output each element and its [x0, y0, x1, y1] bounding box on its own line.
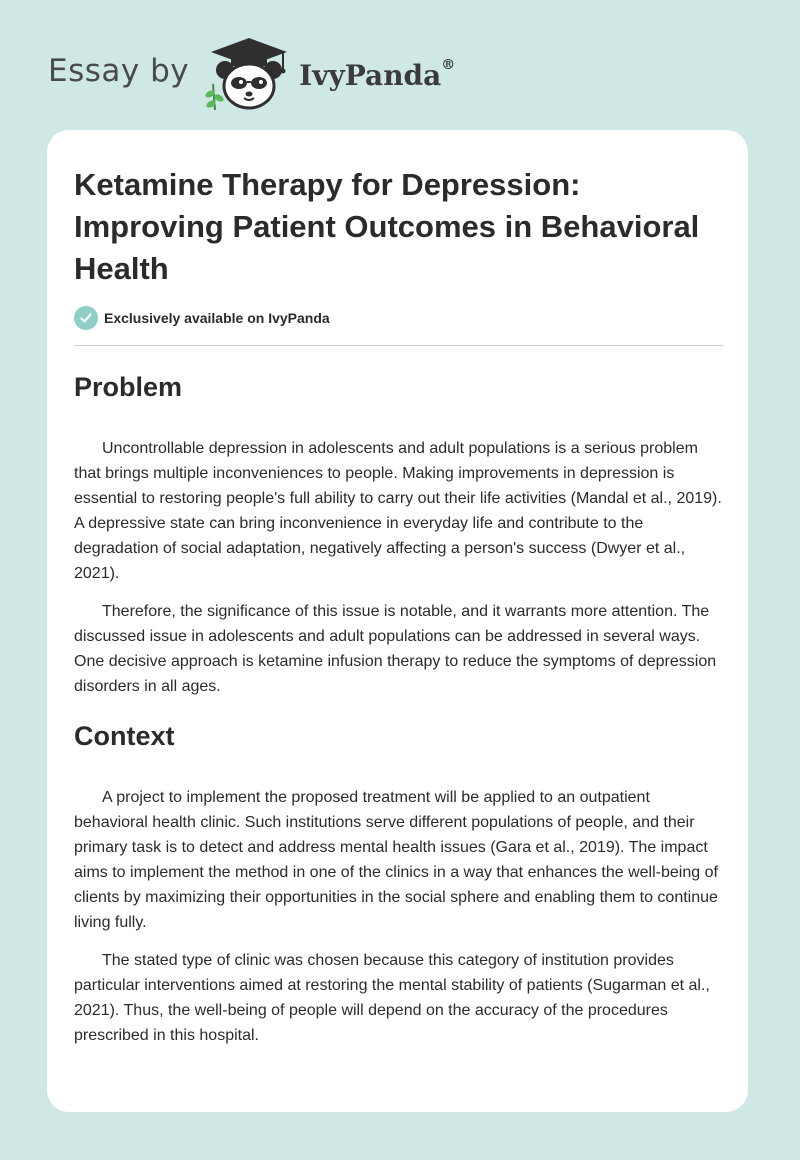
exclusive-badge — [74, 306, 330, 330]
site-header — [48, 36, 455, 112]
paragraph: Uncontrollable depression in adolescents and adult populations is a serious problem that brings multiple inconveniences to people. Making improvements in depression is essential to restoring people's full ability to carry out their life activities (Mandal et al., 2019). A depressive state can bring inconvenience in everyday life and contribute to the degradation of social adaptation, negatively affecting a person's success (Dwyer et al., 2021). — [74, 440, 722, 582]
essay-by-label: Essay by — [48, 53, 190, 89]
paragraph: Therefore, the significance of this issue is notable, and it warrants more attention. The discussed issue in adolescents and adult populations can be addressed in several ways. One decisive approach is ketamine infusion therapy to reduce the symptoms of depression disorders in all ages. — [74, 603, 717, 695]
section-heading-context: Context — [74, 721, 175, 751]
paragraph: A project to implement the proposed treatment will be applied to an outpatient behavioral health clinic. Such institutions serve different populations of people, and their primary task is to detect and address mental health issues (Gara et al., 2019). The impact aims to implement the method in one of the clinics in a way that enhances the well-being of clients by maximizing their opportunities in the social sphere and enabling them to continue living fully. — [74, 789, 718, 931]
brand-name[interactable]: IvyPanda® — [299, 56, 456, 92]
check-circle-icon — [74, 306, 98, 330]
section-heading-problem: Problem — [74, 372, 183, 402]
divider — [74, 345, 723, 346]
essay-title: Ketamine Therapy for Depression: Improving Patient Outcomes in Behavioral Health — [74, 167, 700, 286]
exclusive-label: Exclusively available on IvyPanda — [104, 310, 330, 326]
paragraph: The stated type of clinic was chosen because this category of institution provides particular interventions aimed at restoring the mental stability of patients (Sugarman et al., 2021). Thus, the well-being of people will depend on the accuracy of the procedures prescribed in this hospital. — [74, 952, 710, 1044]
essay-card — [47, 130, 748, 1112]
essay-body — [74, 362, 724, 1048]
panda-logo-icon[interactable] — [203, 36, 295, 112]
